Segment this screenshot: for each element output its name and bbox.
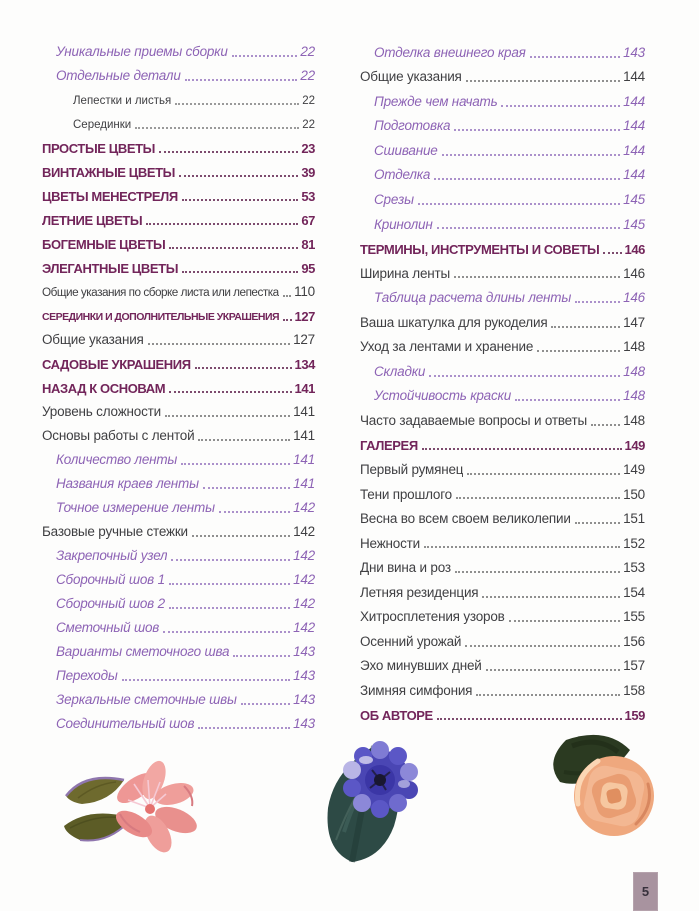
dot-leader: [501, 105, 620, 107]
toc-entry: [42, 276, 315, 300]
toc-entry-label: Весна во всем своем великолепии: [360, 512, 571, 527]
toc-entry-page: 67: [301, 212, 315, 228]
toc-entry-label: Общие указания: [360, 70, 462, 85]
toc-entry-page: 142: [293, 524, 315, 540]
toc-entry: [360, 527, 645, 552]
toc-entry: [360, 650, 645, 675]
toc-entry-label: Сборочный шов 1: [56, 573, 165, 588]
toc-entry-label: Соединительный шов: [56, 717, 195, 732]
dot-leader: [591, 424, 620, 426]
dot-leader: [465, 645, 620, 647]
toc-entry-page: 95: [301, 260, 315, 276]
dot-leader: [198, 727, 290, 729]
toc-entry-label: Подготовка: [374, 119, 451, 134]
toc-entry-label: Отделка: [374, 168, 431, 183]
toc-entry: [360, 478, 645, 503]
toc-entry-page: 141: [293, 428, 315, 444]
dot-leader: [603, 252, 621, 254]
toc-entry: [42, 372, 315, 396]
dot-leader: [455, 571, 620, 573]
toc-entry-label: НАЗАД К ОСНОВАМ: [42, 381, 166, 396]
toc-entry-page: 148: [623, 388, 645, 404]
dot-leader: [434, 178, 620, 180]
toc-entry-page: 142: [293, 620, 315, 636]
toc-entry-page: 144: [623, 93, 645, 109]
toc-entry: [42, 708, 315, 732]
toc-entry-label: Отделка внешнего края: [374, 45, 526, 60]
dot-leader: [181, 463, 290, 465]
dot-leader: [454, 129, 620, 131]
toc-entry-label: Серединки: [73, 119, 132, 132]
dot-leader: [179, 175, 298, 177]
dot-leader: [422, 448, 622, 450]
toc-entry-page: 145: [623, 191, 645, 207]
toc-entry-page: 144: [623, 69, 645, 85]
toc-entry-page: 155: [623, 609, 645, 625]
toc-entry-page: 145: [623, 216, 645, 232]
toc-entry-page: 142: [293, 500, 315, 516]
toc-entry-label: БОГЕМНЫЕ ЦВЕТЫ: [42, 237, 166, 252]
dot-leader: [424, 546, 620, 548]
toc-entry-page: 143: [293, 644, 315, 660]
dot-leader: [466, 80, 620, 82]
toc-entry: [42, 564, 315, 588]
toc-entry: [42, 444, 315, 468]
toc-entry-label: Ширина ленты: [360, 266, 451, 281]
toc-entry: [360, 699, 645, 724]
toc-entry-page: 146: [623, 290, 645, 306]
toc-entry-label: Осенний урожай: [360, 634, 462, 649]
toc-entry-label: Точное измерение ленты: [56, 501, 215, 516]
toc-entry-label: Сметочный шов: [56, 621, 160, 636]
dot-leader: [442, 154, 620, 156]
toc-entry-page: 143: [293, 668, 315, 684]
toc-entry: [360, 110, 645, 135]
toc-entry-label: Эхо минувших дней: [360, 659, 482, 674]
dot-leader: [182, 199, 299, 201]
toc-entry-label: ВИНТАЖНЫЕ ЦВЕТЫ: [42, 165, 176, 180]
blue-ruffle-flower-photo: [314, 740, 424, 868]
toc-entry-page: 142: [293, 548, 315, 564]
toc-entry-page: 53: [301, 188, 315, 204]
toc-entry-label: Срезы: [374, 192, 414, 207]
dot-leader: [195, 367, 292, 369]
dot-leader: [175, 103, 299, 105]
toc-entry-label: Уровень сложности: [42, 405, 161, 420]
dot-leader: [437, 227, 620, 229]
toc-entry-label: Общие указания по сборке листа или лепестка: [42, 287, 279, 300]
dot-leader: [219, 511, 290, 513]
toc-entry-page: 157: [623, 658, 645, 674]
toc-entry-page: 156: [623, 633, 645, 649]
toc-entry-label: Сшивание: [374, 143, 438, 158]
toc-entry-page: 143: [293, 716, 315, 732]
page-number: 5: [641, 884, 650, 899]
toc-entry: [360, 331, 645, 356]
toc-entry: [360, 453, 645, 478]
toc-entry: [360, 159, 645, 184]
toc-entry-label: Отдельные детали: [56, 69, 181, 84]
dot-leader: [169, 607, 290, 609]
toc-entry-label: Общие указания: [42, 333, 144, 348]
toc-entry-page: 22: [300, 68, 315, 84]
toc-entry: [42, 300, 315, 324]
toc-entry-page: 148: [623, 412, 645, 428]
toc-entry-page: 158: [623, 682, 645, 698]
toc-entry: [360, 85, 645, 110]
toc-entry: [42, 468, 315, 492]
toc-entry: [360, 36, 645, 61]
toc-entry-label: ЦВЕТЫ МЕНЕСТРЕЛЯ: [42, 189, 178, 204]
toc-entry-page: 141: [293, 476, 315, 492]
toc-entry: [42, 156, 315, 180]
toc-entry: [42, 108, 315, 132]
toc-column-right: [360, 36, 645, 723]
toc-entry-page: 22: [300, 44, 315, 60]
toc-entry-label: Тени прошлого: [360, 487, 452, 502]
toc-entry: [42, 252, 315, 276]
dot-leader: [456, 497, 620, 499]
toc-entry-page: 22: [302, 119, 315, 132]
toc-entry-page: 144: [623, 118, 645, 134]
dot-leader: [233, 655, 290, 657]
toc-entry-label: Кринолин: [374, 217, 433, 232]
toc-entry-page: 146: [624, 241, 645, 257]
dot-leader: [135, 127, 299, 129]
dot-leader: [575, 522, 620, 524]
toc-entry: [360, 625, 645, 650]
dot-leader: [182, 271, 298, 273]
toc-entry: [42, 420, 315, 444]
dot-leader: [241, 703, 290, 705]
toc-entry: [42, 636, 315, 660]
toc-entry-label: ПРОСТЫЕ ЦВЕТЫ: [42, 141, 155, 156]
toc-entry-page: 127: [293, 332, 315, 348]
toc-entry-page: 151: [623, 511, 645, 527]
dot-leader: [192, 535, 290, 537]
peach-ribbon-rose-photo: [532, 728, 670, 846]
toc-entry-page: 141: [293, 404, 315, 420]
toc-entry-page: 39: [301, 164, 315, 180]
toc-entry-page: 127: [294, 308, 315, 324]
dot-leader: [429, 375, 620, 377]
toc-entry: [42, 84, 315, 108]
toc-entry: [360, 134, 645, 159]
page-number-badge: [633, 872, 658, 911]
dot-leader: [148, 343, 290, 345]
dot-leader: [232, 55, 298, 57]
toc-entry: [360, 281, 645, 306]
toc-entry-label: ЛЕТНИЕ ЦВЕТЫ: [42, 213, 143, 228]
toc-entry: [42, 132, 315, 156]
dot-leader: [418, 203, 620, 205]
dot-leader: [437, 718, 622, 720]
toc-entry: [360, 355, 645, 380]
toc-entry: [360, 208, 645, 233]
toc-entry: [360, 674, 645, 699]
toc-entry: [360, 502, 645, 527]
toc-entry-page: 152: [623, 535, 645, 551]
dot-leader: [165, 415, 290, 417]
dot-leader: [163, 631, 290, 633]
toc-entry-page: 143: [293, 692, 315, 708]
toc-entry-label: Летняя резиденция: [360, 585, 479, 600]
toc-entry: [360, 380, 645, 405]
toc-entry-label: Основы работы с лентой: [42, 429, 195, 444]
toc-entry-page: 134: [294, 356, 315, 372]
dot-leader: [454, 276, 620, 278]
toc-entry-page: 142: [293, 596, 315, 612]
pink-ribbon-lily-photo: [56, 760, 198, 854]
toc-entry-page: 154: [623, 584, 645, 600]
dot-leader: [530, 56, 620, 58]
toc-entry-label: Лепестки и листья: [73, 95, 172, 108]
toc-entry-page: 81: [301, 236, 315, 252]
dot-leader: [467, 473, 620, 475]
toc-entry-page: 142: [293, 572, 315, 588]
dot-leader: [283, 295, 291, 297]
toc-entry-label: Зеркальные сметочные швы: [56, 693, 237, 708]
toc-entry: [42, 36, 315, 60]
dot-leader: [283, 319, 291, 321]
toc-entry-label: Складки: [374, 364, 426, 379]
toc-entry: [42, 492, 315, 516]
toc-entry-label: Часто задаваемые вопросы и ответы: [360, 413, 588, 428]
toc-entry-label: ОБ АВТОРЕ: [360, 709, 433, 724]
toc-entry-page: 159: [624, 708, 645, 724]
toc-entry-label: Закрепочный узел: [56, 549, 168, 564]
toc-entry-label: ГАЛЕРЕЯ: [360, 439, 418, 453]
toc-entry-page: 144: [623, 142, 645, 158]
dot-leader: [159, 151, 298, 153]
toc-entry-label: Базовые ручные стежки: [42, 525, 188, 540]
dot-leader: [476, 694, 620, 696]
toc-entry-label: Зимняя симфония: [360, 683, 473, 698]
dot-leader: [482, 596, 620, 598]
toc-entry-label: ЭЛЕГАНТНЫЕ ЦВЕТЫ: [42, 261, 179, 276]
toc-entry: [360, 404, 645, 429]
toc-entry: [42, 660, 315, 684]
toc-entry: [360, 61, 645, 86]
dot-leader: [575, 301, 620, 303]
toc-entry: [360, 429, 645, 454]
dot-leader: [169, 247, 298, 249]
dot-leader: [169, 583, 290, 585]
toc-entry-label: Уход за лентами и хранение: [360, 340, 534, 355]
dot-leader: [515, 399, 620, 401]
toc-entry: [42, 540, 315, 564]
toc-entry: [42, 228, 315, 252]
toc-entry-page: 150: [623, 486, 645, 502]
toc-entry: [42, 612, 315, 636]
toc-entry-page: 149: [623, 462, 645, 477]
toc-entry-page: 148: [623, 339, 645, 355]
dot-leader: [169, 391, 291, 393]
toc-entry-page: 148: [623, 363, 645, 379]
toc-entry-page: 141: [293, 452, 315, 468]
toc-entry: [42, 588, 315, 612]
dot-leader: [203, 487, 290, 489]
toc-entry: [42, 204, 315, 228]
toc-entry-label: Устойчивость краски: [374, 389, 512, 404]
toc-entry: [360, 601, 645, 626]
toc-entry: [360, 232, 645, 257]
toc-entry-label: САДОВЫЕ УКРАШЕНИЯ: [42, 357, 191, 372]
toc-entry: [42, 180, 315, 204]
dot-leader: [551, 326, 620, 328]
toc-entry-page: 144: [623, 167, 645, 183]
toc-entry: [42, 348, 315, 372]
dot-leader: [146, 223, 298, 225]
toc-entry-label: СЕРЕДИНКИ И ДОПОЛНИТЕЛЬНЫЕ УКРАШЕНИЯ: [42, 312, 280, 324]
toc-entry-page: 149: [624, 438, 645, 453]
toc-entry-label: Сборочный шов 2: [56, 597, 165, 612]
toc-entry-label: Названия краев ленты: [56, 477, 199, 492]
dot-leader: [537, 350, 620, 352]
toc-entry: [42, 396, 315, 420]
toc-entry: [42, 60, 315, 84]
toc-entry: [42, 324, 315, 348]
toc-entry: [360, 306, 645, 331]
toc-entry-page: 147: [623, 314, 645, 330]
toc-entry-page: 143: [623, 44, 645, 60]
dot-leader: [509, 620, 620, 622]
dot-leader: [198, 439, 290, 441]
toc-column-left: [42, 36, 315, 732]
toc-entry: [42, 516, 315, 540]
toc-entry-page: 110: [294, 284, 315, 300]
dot-leader: [185, 79, 298, 81]
toc-entry: [360, 257, 645, 282]
toc-entry-label: Количество ленты: [56, 453, 178, 468]
toc-entry: [360, 576, 645, 601]
toc-entry: [360, 183, 645, 208]
toc-entry-label: Варианты сметочного шва: [56, 645, 230, 660]
dot-leader: [171, 559, 290, 561]
toc-entry-page: 23: [301, 140, 315, 156]
toc-entry-label: Дни вина и роз: [360, 561, 451, 576]
toc-entry-label: Первый румянец: [360, 463, 464, 477]
toc-entry: [360, 551, 645, 576]
toc-entry-label: Нежности: [360, 536, 420, 551]
toc-entry-page: 22: [302, 95, 315, 108]
toc-entry-label: Переходы: [56, 669, 118, 684]
toc-entry-label: Прежде чем начать: [374, 94, 498, 109]
toc-entry-page: 153: [623, 560, 645, 576]
dot-leader: [122, 679, 290, 681]
toc-entry-label: ТЕРМИНЫ, ИНСТРУМЕНТЫ И СОВЕТЫ: [360, 242, 600, 257]
dot-leader: [486, 669, 620, 671]
toc-entry-label: Ваша шкатулка для рукоделия: [360, 315, 548, 330]
toc-entry-label: Хитросплетения узоров: [360, 610, 505, 625]
toc-entry: [42, 684, 315, 708]
toc-entry-page: 141: [294, 380, 315, 396]
toc-entry-page: 146: [623, 265, 645, 281]
toc-entry-label: Уникальные приемы сборки: [56, 45, 228, 60]
toc-entry-label: Таблица расчета длины ленты: [374, 291, 572, 306]
